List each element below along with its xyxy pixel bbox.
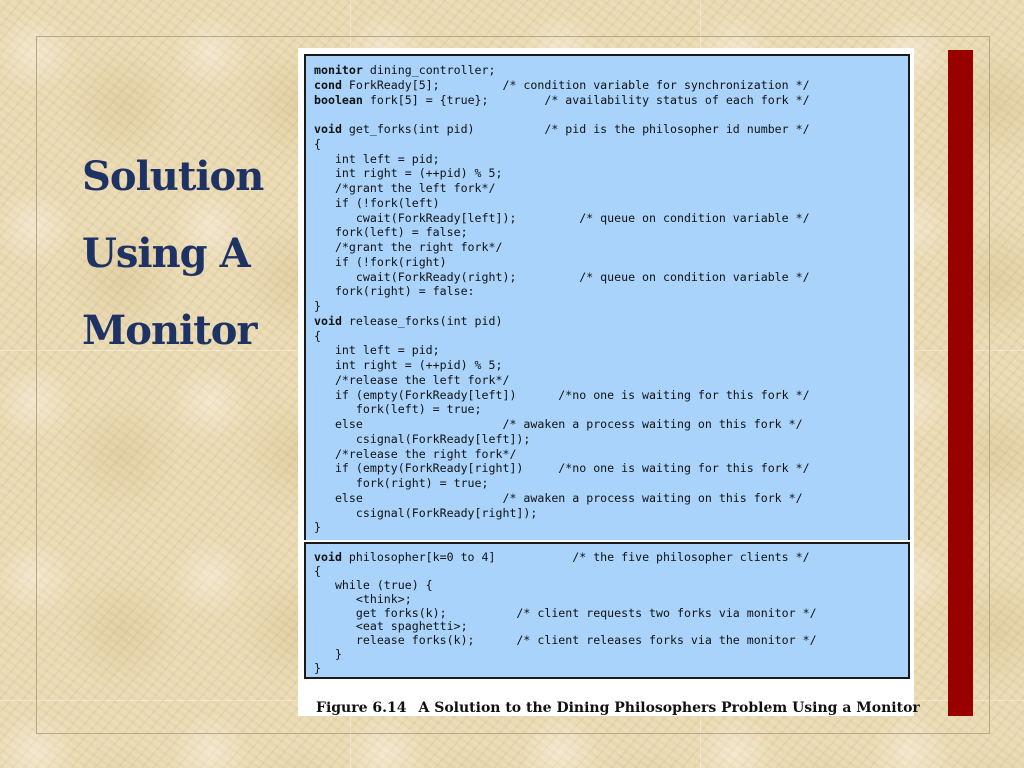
code-line — [314, 461, 908, 476]
title-line: Using A — [82, 230, 250, 277]
code-text: get_forks(int pid) /* pid is the philosopher id number */ — [341, 122, 810, 136]
code-text: /*release the left fork*/ — [314, 372, 510, 387]
code-line — [314, 270, 908, 285]
code-line — [314, 329, 908, 344]
title-line: Monitor — [82, 307, 257, 354]
code-text: cwait(ForkReady(right); /* queue on condition variable */ — [314, 269, 810, 284]
monitor-code-block — [304, 54, 910, 540]
title-line: Solution — [82, 153, 264, 200]
code-line — [314, 122, 908, 137]
code-line — [314, 240, 908, 255]
code-line — [314, 506, 908, 521]
code-line — [314, 107, 908, 122]
code-text: fork[5] = {true}; /* availability status of each fork */ — [362, 92, 810, 107]
code-line — [314, 196, 908, 211]
code-line — [314, 551, 908, 565]
code-text: if (!fork(right) — [314, 254, 447, 269]
code-keyword: void — [314, 313, 342, 328]
code-text: else /* awaken a process waiting on this fork */ — [314, 417, 803, 431]
code-text: fork(right) = false: — [314, 284, 475, 299]
figure-caption — [316, 700, 920, 716]
code-text: dining_controller; — [362, 63, 496, 77]
code-text: } — [314, 661, 321, 676]
code-line — [314, 662, 908, 676]
code-text: <think>; — [314, 591, 412, 606]
code-line — [314, 93, 908, 108]
code-line — [314, 520, 908, 535]
code-text: csignal(ForkReady[right]); — [314, 505, 538, 520]
code-line — [314, 476, 908, 491]
code-text: fork(left) = false; — [314, 225, 468, 240]
code-text: fork(left) = true; — [314, 402, 482, 417]
code-text: release_forks(int pid) — [341, 313, 503, 328]
code-text: get forks(k); /* client requests two forks via monitor */ — [314, 605, 817, 620]
code-text: release forks(k); /* client releases forks via the monitor */ — [314, 633, 817, 648]
code-text: } — [314, 520, 321, 535]
code-line — [314, 166, 908, 181]
code-text: fork(right) = true; — [314, 476, 489, 490]
code-text: while (true) { — [314, 577, 433, 592]
code-text: { — [314, 328, 321, 343]
figure-6-14 — [298, 48, 920, 716]
code-text: else /* awaken a process waiting on this fork */ — [314, 490, 803, 505]
code-line — [314, 388, 908, 403]
code-text: int left = pid; — [314, 151, 440, 166]
philosopher-code-block — [304, 542, 910, 679]
code-line — [314, 620, 908, 634]
code-line — [314, 447, 908, 462]
code-line — [314, 358, 908, 373]
code-text: <eat spaghetti>; — [314, 619, 468, 634]
code-text: /*grant the left fork*/ — [314, 181, 496, 195]
figure-number: Figure 6.14 — [316, 700, 407, 716]
code-text: ForkReady[5]; /* condition variable for synchronization */ — [341, 77, 810, 92]
code-text: int left = pid; — [314, 343, 440, 358]
code-text: /*release the right fork*/ — [314, 446, 517, 461]
code-text: { — [314, 136, 321, 151]
code-line — [314, 593, 908, 607]
code-keyword: monitor — [314, 63, 363, 77]
code-line — [314, 343, 908, 358]
code-text: csignal(ForkReady[left]); — [314, 431, 531, 446]
code-line — [314, 78, 908, 93]
code-keyword: void — [314, 122, 342, 136]
code-text: if (empty(ForkReady[left]) /*no one is waiting for this fork */ — [314, 387, 810, 402]
code-line — [314, 648, 908, 662]
code-line — [314, 225, 908, 240]
code-keyword: void — [314, 550, 342, 564]
code-line — [314, 255, 908, 270]
code-text: if (!fork(left) — [314, 195, 440, 210]
code-line — [314, 63, 908, 78]
code-line — [314, 152, 908, 167]
code-line — [314, 417, 908, 432]
code-line — [314, 579, 908, 593]
code-line — [314, 491, 908, 506]
code-line — [314, 137, 908, 152]
accent-bar — [948, 50, 973, 716]
code-text: /*grant the right fork*/ — [314, 240, 503, 254]
code-text: int right = (++pid) % 5; — [314, 358, 503, 372]
code-text: cwait(ForkReady[left]); /* queue on condition variable */ — [314, 210, 810, 225]
code-line — [314, 211, 908, 226]
code-line — [314, 432, 908, 447]
code-keyword: cond — [314, 77, 342, 92]
code-line — [314, 565, 908, 579]
code-text: } — [314, 647, 342, 662]
code-text: { — [314, 563, 321, 578]
code-text: if (empty(ForkReady[right]) /*no one is waiting for this fork */ — [314, 461, 810, 476]
code-line — [314, 402, 908, 417]
code-text: } — [314, 299, 321, 313]
code-line — [314, 181, 908, 196]
code-line — [314, 607, 908, 621]
code-line — [314, 634, 908, 648]
code-text: int right = (++pid) % 5; — [314, 166, 503, 181]
code-text: philosopher[k=0 to 4] /* the five philosopher clients */ — [341, 550, 810, 564]
code-line — [314, 299, 908, 314]
figure-caption-text: A Solution to the Dining Philosophers Problem Using a Monitor — [418, 700, 920, 716]
code-keyword: boolean — [314, 92, 363, 107]
code-line — [314, 284, 908, 299]
code-line — [314, 373, 908, 388]
code-line — [314, 314, 908, 329]
slide-title — [82, 138, 282, 369]
